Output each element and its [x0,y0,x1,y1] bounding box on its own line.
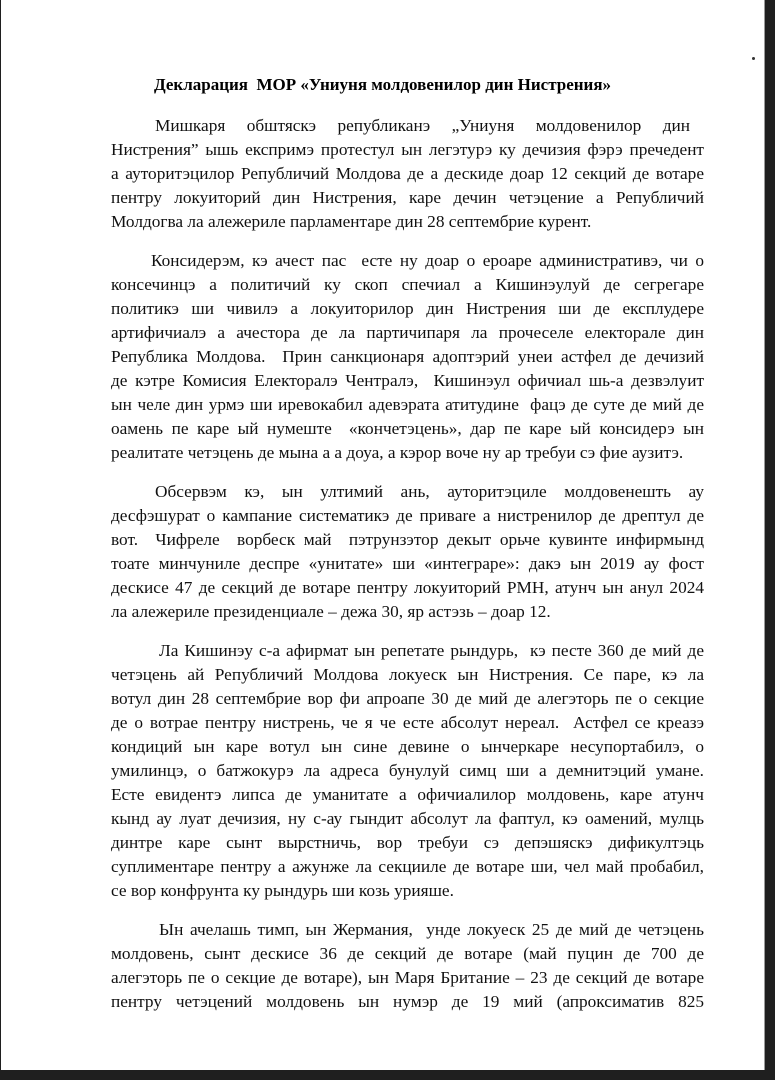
text-line: десфэшурат о кампание систематикэ де привare а нистренилор де дрептул де [111,506,704,525]
text-line: Консидерэм, кэ ачест пас есте ну доар о ероаре административэ, чи о [151,251,704,270]
text-line: Нистрения” ышь експримэ протестул ын легэтурэ ку дечизия фэрэ пречедент [111,140,704,159]
text-line: Ла Кишинэу с-а афирмат ын репетате рындурь, кэ песте 360 де мий де [159,641,704,660]
text-line: Молдогва ла алежериле парламентаре дин 28 септембрие курент. [111,212,592,231]
text-line: динтре каре сынт вырстничь, вор требуи сэ депэшяскэ дификултэць [111,833,704,852]
text-line: суплиментаре пентру а ажунже ла секцииле де вотаре ши, чел май пробабил, [111,857,704,876]
text-line: а ауторитэцилор Републичий Молдова де а дескиде доар 12 секций де вотаре [111,164,704,183]
text-line: Мишкаря обштяскэ републиканэ „Униуня молдовенилор дин [155,116,690,135]
text-line: се вор конфрунта ку рындурь ши козь урияше. [111,881,454,900]
text-line: Есте евидентэ липса де уманитате а офичиалилор молдовень, каре атунч [111,785,704,804]
text-line: Обсервэм кэ, ын ултимий ань, ауторитэциле молдовенешть ау [155,482,704,501]
text-line: пентру четэцений молдовень ын нумэр де 19 мий (апроксиматив 825 [111,992,704,1011]
text-line: Ын ачелашь тимп, ын Жермания, унде локуеск 25 де мий де четэцень [159,920,704,939]
text-line: политикэ ши чивилэ а локуиторилор дин Нистрения ши де експлудере [111,299,704,318]
text-line: четэцень ай Републичий Молдова локуеск ын Нистрения. Се паре, кэ ла [111,665,704,684]
text-line: дескисе 47 де секций де вотаре пентру локуиторий РМН, атунч ын анул 2024 [111,578,704,597]
text-line: артифичиалэ а ачестора де ла партичипаря ла прочеселе електорале дин [111,323,704,342]
text-line: кынд ау луат дечизия, ну с-ау гындит абсолут ла фаптул, кэ оамений, мулць [111,809,704,828]
text-line: умилинцэ, о батжокурэ ла адреса бунулуй симц ши а демнитэций умане. [111,761,704,780]
text-line: тоате минчуниле деспре «унитате» ши «интеграре»: дакэ ын 2019 ау фост [111,554,704,573]
text-line: молдовень, сынт дескисе 36 де секций де вотаре (май пуцин де 700 де [111,944,704,963]
text-line: оамень пе каре ый нумеште «кончетэцень», дар пе каре ый консидерэ ын [111,419,704,438]
text-line: вотул дин 28 септембрие вор фи апроапе 30 де мий де алегэторь пе о секцие [111,689,704,708]
text-line: де о вотрае пентру нистрень, че я че есте абсолут нереал. Астфел се креазэ [111,713,704,732]
document-title: Декларация МОР «Униуня молдовенилор дин Нистрения» [153,75,612,94]
text-line: консечинцэ а политичий ку скоп спечиал а Кишинэулуй де сегрегаре [111,275,704,294]
text-line: кондиций ын каре вотул ын сине девине о ынчеркаре несупортабилэ, о [111,737,704,756]
document-page [1,0,765,1070]
text-line: Република Молдова. Прин санкционаря адоптэрий унеи астфел де дечизий [111,347,704,366]
text-line: ла алежериле президенциале – дежа 30, яр астэзь – доар 12. [111,602,551,621]
text-line: де кэтре Комисия Електоралэ Чентралэ, Кишинэул офичиал шь-а дезвэлуит [111,371,704,390]
scan-speck [752,57,755,60]
text-line: реалитате четэцень де мына а а доуа, а кэрор воче ну ар требуи сэ фие аузитэ. [111,443,684,462]
text-line: алегэторь пе о секцие де вотаре), ын Маря Британие – 23 де секций де вотаре [111,968,704,987]
text-line: пентру локуиторий дин Нистрения, каре дечин четэцение а Републичий [111,188,704,207]
text-line: вот. Чифреле ворбеск май пэтрунзэтор декыт орьче кувинте инфирмынд [111,530,704,549]
text-line: ын челе дин урмэ ши иревокабил адевэрата атитудине фацэ де суте де мий де [111,395,704,414]
